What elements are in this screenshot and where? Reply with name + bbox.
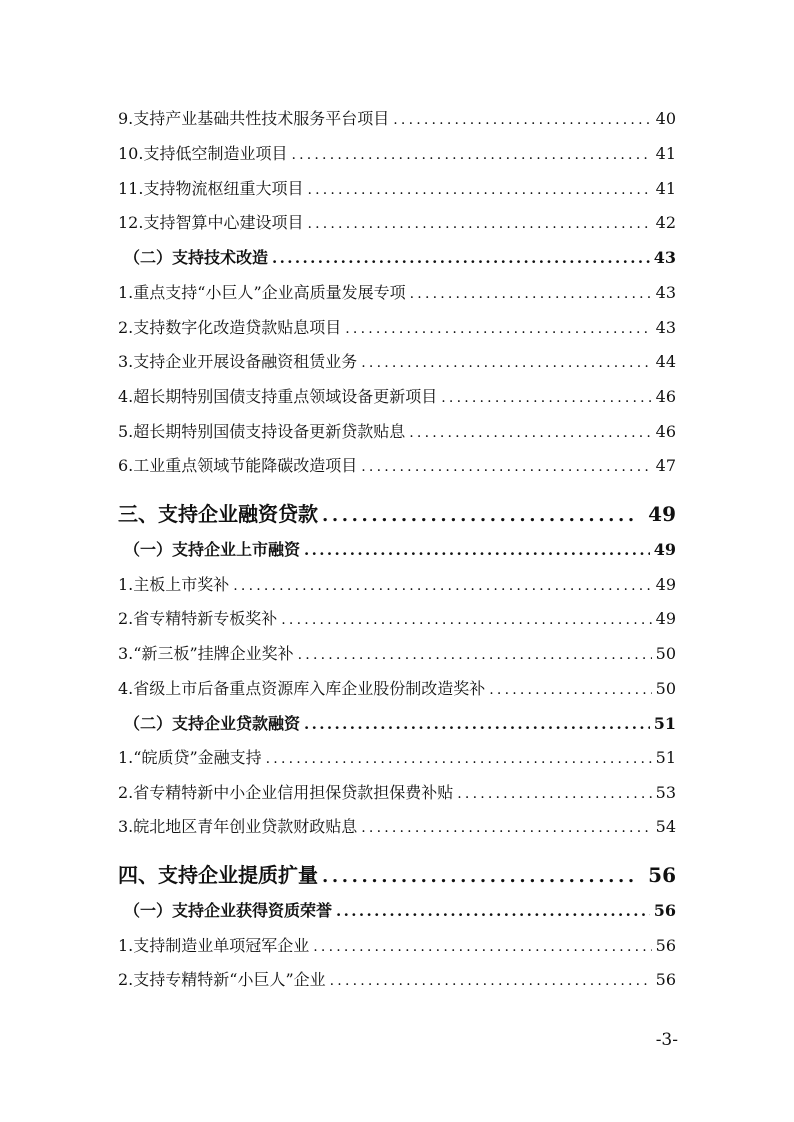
dot-leader <box>336 902 650 920</box>
toc-entry-title: 6.工业重点领域节能降碳改造项目 <box>118 456 358 475</box>
toc-entry-page: 54 <box>655 817 676 836</box>
toc-entry-page: 53 <box>655 783 676 802</box>
toc-entry-title: 11.支持物流枢纽重大项目 <box>118 179 304 198</box>
toc-entry-title: 2.支持数字化改造贷款贴息项目 <box>118 318 342 337</box>
dot-leader <box>361 820 651 836</box>
toc-chapter-entry[interactable] <box>118 498 676 527</box>
toc-entry-page: 49 <box>655 609 676 628</box>
toc-entry[interactable] <box>118 349 676 372</box>
dot-leader <box>266 751 652 767</box>
toc-entry-title: 1.“皖质贷”金融支持 <box>118 748 262 767</box>
dot-leader <box>322 505 636 526</box>
toc-section-entry[interactable] <box>118 537 676 560</box>
toc-entry[interactable] <box>118 453 676 476</box>
toc-entry-page: 56 <box>653 901 676 920</box>
toc-section-entry[interactable] <box>118 898 676 921</box>
toc-entry-title: （一）支持企业获得资质荣誉 <box>124 901 333 920</box>
dot-leader <box>304 715 650 733</box>
dot-leader <box>361 459 651 475</box>
toc-entry-page: 44 <box>655 352 676 371</box>
toc-entry-page: 56 <box>648 863 676 887</box>
toc-entry-page: 51 <box>655 748 676 767</box>
toc-entry-page: 46 <box>655 422 676 441</box>
toc-entry-title: 5.超长期特别国债支持设备更新贷款贴息 <box>118 422 406 441</box>
toc-entry-page: 49 <box>648 502 676 526</box>
toc-entry[interactable] <box>118 419 676 442</box>
toc-entry[interactable] <box>118 106 676 129</box>
toc-entry-page: 56 <box>655 970 676 989</box>
toc-entry-title: （二）支持技术改造 <box>124 248 269 267</box>
dot-leader <box>298 647 652 663</box>
toc-entry[interactable] <box>118 606 676 629</box>
toc-entry-page: 49 <box>653 540 676 559</box>
dot-leader <box>304 541 650 559</box>
toc-entry-title: 4.超长期特别国债支持重点领域设备更新项目 <box>118 387 438 406</box>
toc-entry-page: 40 <box>655 109 676 128</box>
dot-leader <box>281 612 651 628</box>
dot-leader <box>307 216 651 232</box>
toc-entry-title: 3.支持企业开展设备融资租赁业务 <box>118 352 358 371</box>
toc-entry-title: 2.省专精特新中小企业信用担保贷款担保费补贴 <box>118 783 454 802</box>
toc-entry-page: 43 <box>653 248 676 267</box>
toc-entry-page: 46 <box>655 387 676 406</box>
toc-entry[interactable] <box>118 933 676 956</box>
toc-entry-title: 4.省级上市后备重点资源库入库企业股份制改造奖补 <box>118 679 486 698</box>
toc-entry-page: 43 <box>655 283 676 302</box>
dot-leader <box>330 973 652 989</box>
toc-entry[interactable] <box>118 641 676 664</box>
toc-entry-title: （一）支持企业上市融资 <box>124 540 301 559</box>
dot-leader <box>410 286 652 302</box>
toc-entry-page: 43 <box>655 318 676 337</box>
toc-entry[interactable] <box>118 676 676 699</box>
dot-leader <box>393 112 651 128</box>
toc-entry-title: 2.省专精特新专板奖补 <box>118 609 278 628</box>
toc-entry-title: 2.支持专精特新“小巨人”企业 <box>118 970 326 989</box>
toc-entry[interactable] <box>118 210 676 233</box>
toc-entry-title: 1.重点支持“小巨人”企业高质量发展专项 <box>118 283 406 302</box>
page-number: -3- <box>655 1030 678 1050</box>
toc-entry[interactable] <box>118 141 676 164</box>
dot-leader <box>457 786 651 802</box>
dot-leader <box>345 321 651 337</box>
toc-entry[interactable] <box>118 780 676 803</box>
toc-entry-page: 41 <box>655 144 676 163</box>
dot-leader <box>322 866 636 887</box>
toc-entry-title: 1.支持制造业单项冠军企业 <box>118 936 310 955</box>
dot-leader <box>361 355 651 371</box>
dot-leader <box>291 147 651 163</box>
toc-entry[interactable] <box>118 280 676 303</box>
toc-entry-page: 49 <box>655 575 676 594</box>
toc-entry[interactable] <box>118 967 676 990</box>
toc-entry-title: 9.支持产业基础共性技术服务平台项目 <box>118 109 390 128</box>
dot-leader <box>307 182 651 198</box>
toc-entry-page: 47 <box>655 456 676 475</box>
toc-entry[interactable] <box>118 176 676 199</box>
dot-leader <box>233 578 651 594</box>
dot-leader <box>409 425 651 441</box>
toc-section-entry[interactable] <box>118 711 676 734</box>
toc-entry[interactable] <box>118 384 676 407</box>
toc-entry[interactable] <box>118 572 676 595</box>
toc-entry-page: 42 <box>655 213 676 232</box>
toc-entry-title: 四、支持企业提质扩量 <box>118 863 318 887</box>
dot-leader <box>272 249 650 267</box>
toc-entry[interactable] <box>118 745 676 768</box>
toc-entry-title: 3.“新三板”挂牌企业奖补 <box>118 644 294 663</box>
toc-entry-page: 51 <box>653 714 676 733</box>
toc-entry-page: 50 <box>655 644 676 663</box>
toc-entry-title: 12.支持智算中心建设项目 <box>118 213 304 232</box>
dot-leader <box>441 390 651 406</box>
toc-entry[interactable] <box>118 315 676 338</box>
toc-entry-page: 41 <box>655 179 676 198</box>
toc-section-entry[interactable] <box>118 245 676 268</box>
toc-entry-title: （二）支持企业贷款融资 <box>124 714 301 733</box>
toc-entry-page: 50 <box>655 679 676 698</box>
dot-leader <box>313 939 651 955</box>
toc-entry-page: 56 <box>655 936 676 955</box>
toc-entry-title: 3.皖北地区青年创业贷款财政贴息 <box>118 817 358 836</box>
toc-entry-title: 10.支持低空制造业项目 <box>118 144 288 163</box>
toc-entry[interactable] <box>118 814 676 837</box>
toc-chapter-entry[interactable] <box>118 859 676 888</box>
toc-entry-title: 三、支持企业融资贷款 <box>118 502 318 526</box>
dot-leader <box>489 682 651 698</box>
toc-entry-title: 1.主板上市奖补 <box>118 575 230 594</box>
